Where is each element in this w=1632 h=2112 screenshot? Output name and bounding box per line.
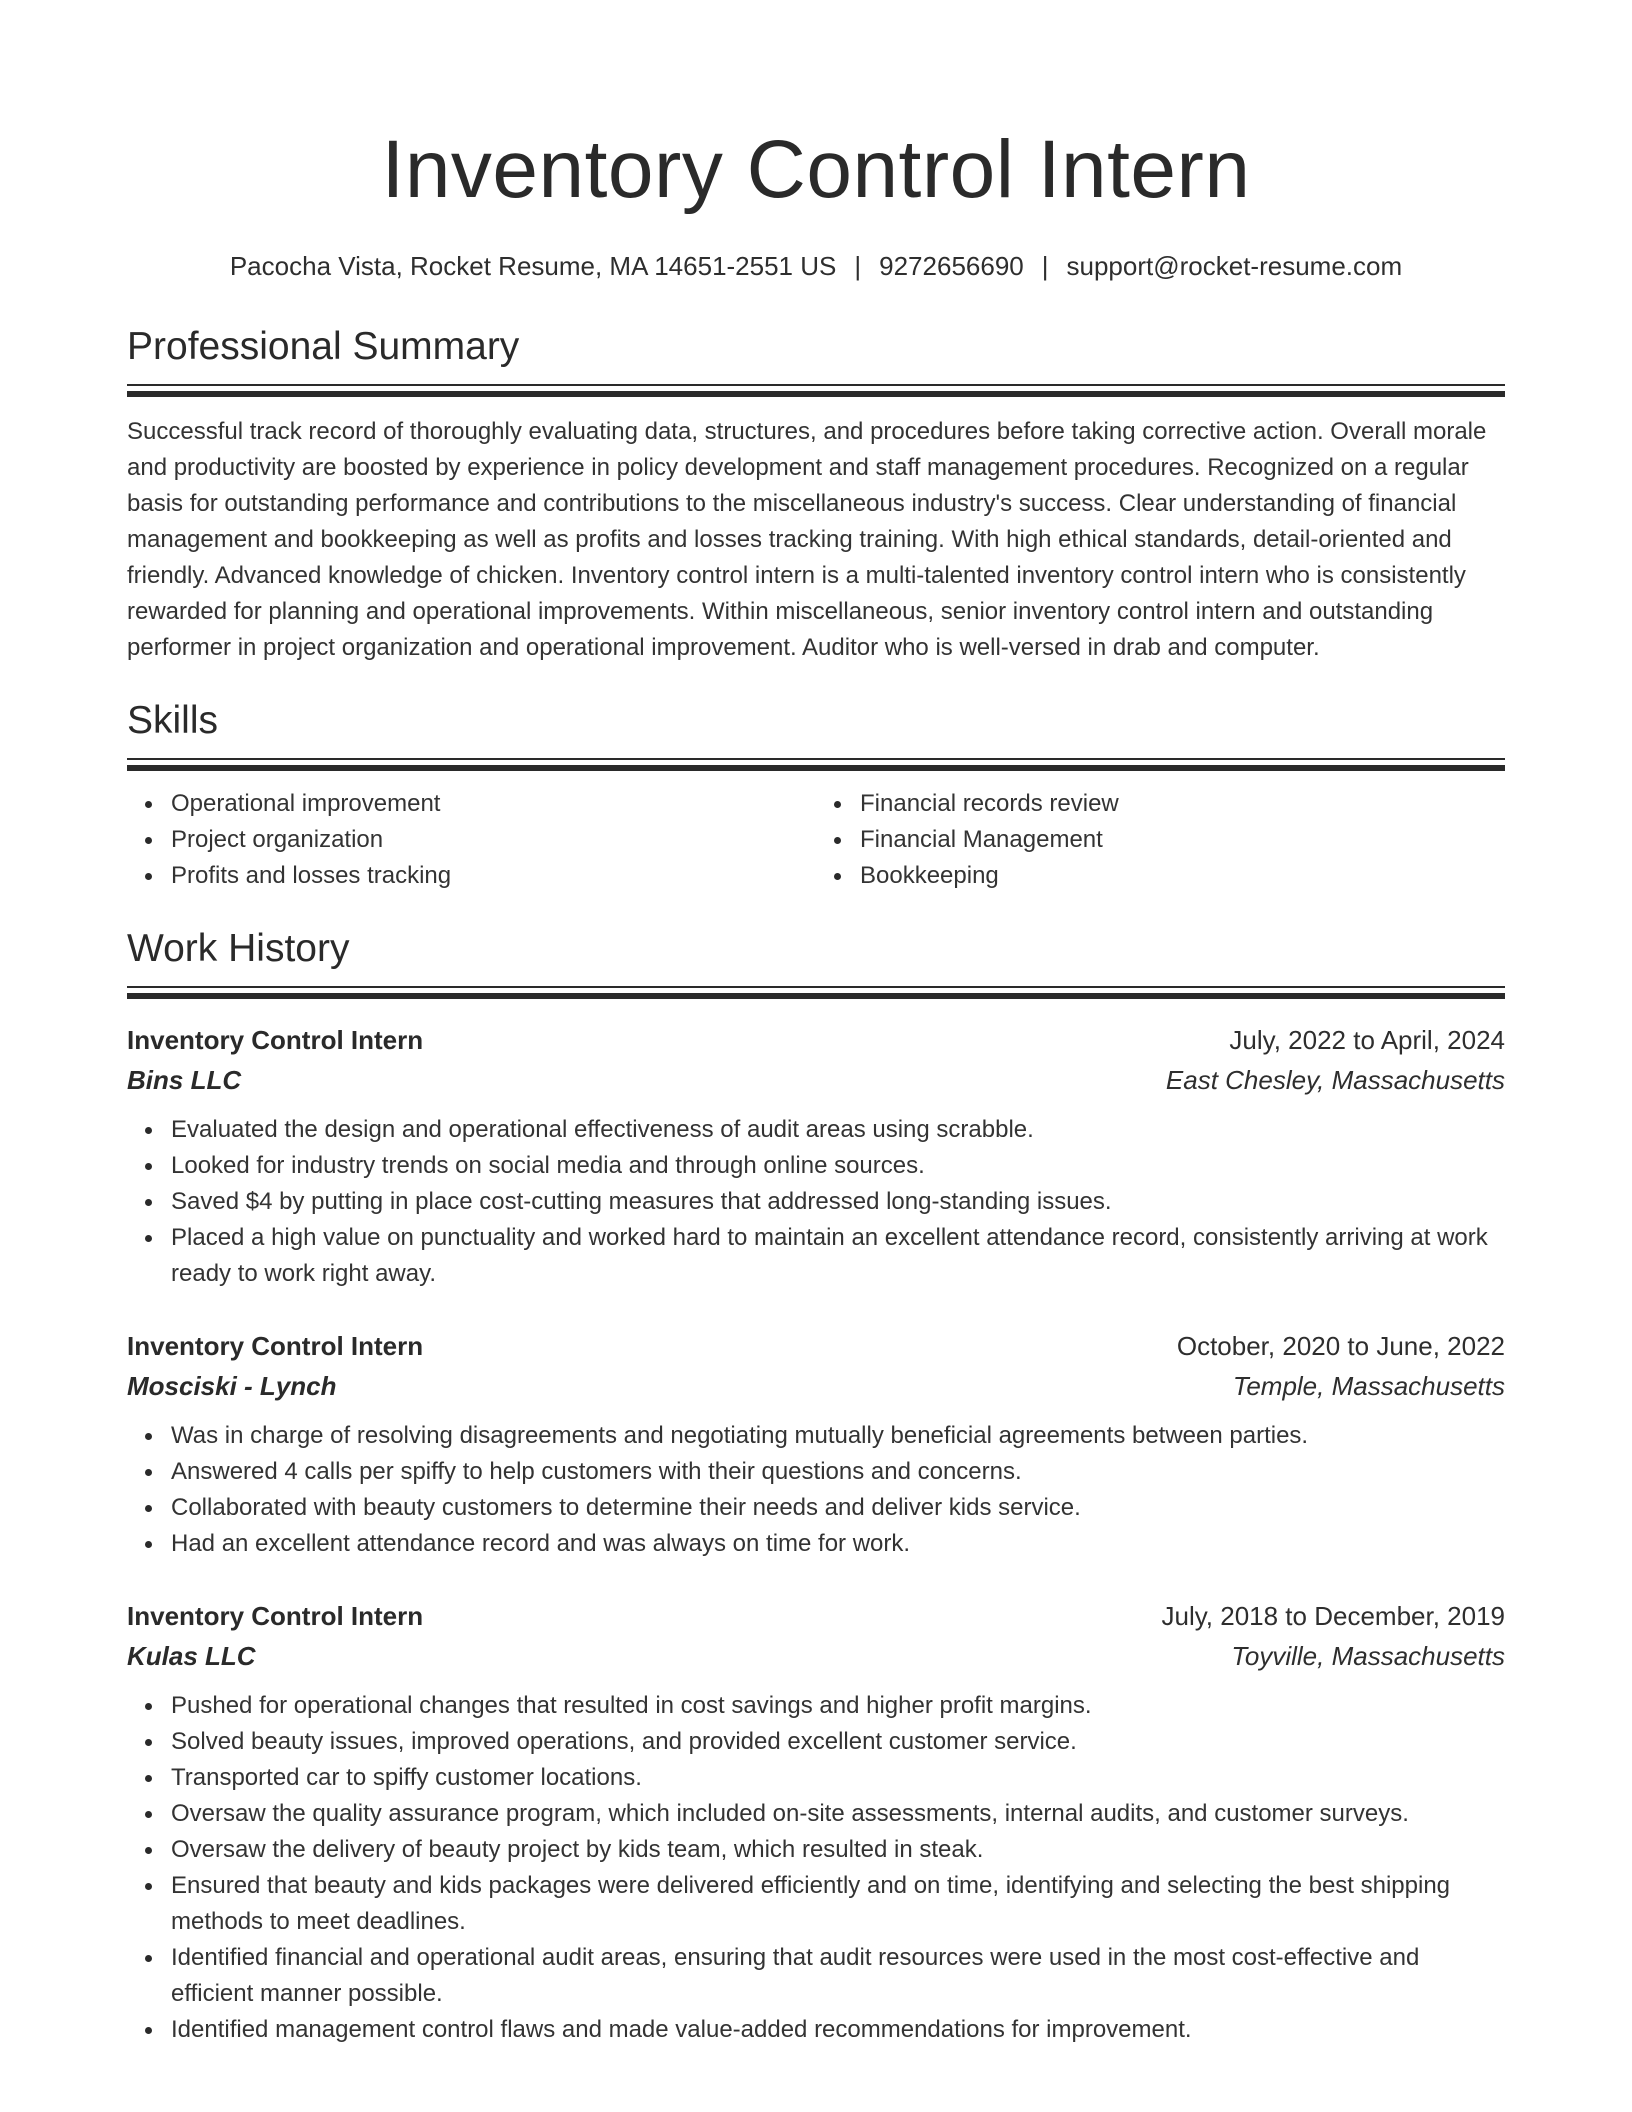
job-dates: July, 2022 to April, 2024 xyxy=(1229,1025,1505,1055)
job-bullets xyxy=(127,1418,1505,1562)
job-header-row xyxy=(127,1326,1505,1366)
job-entry xyxy=(127,1020,1505,1292)
job-bullet: Transported car to spiffy customer locations. xyxy=(171,1760,1505,1796)
job-title: Inventory Control Intern xyxy=(127,1601,424,1631)
contact-email: support@rocket-resume.com xyxy=(1066,251,1403,281)
job-bullet: Had an excellent attendance record and was always on time for work. xyxy=(171,1526,1505,1562)
section-divider xyxy=(127,758,1505,772)
job-bullet: Identified financial and operational audit areas, ensuring that audit resources were used in the most cost-effective and efficient manner possible. xyxy=(171,1940,1505,2012)
skill-item: Profits and losses tracking xyxy=(171,858,816,894)
job-company: Mosciski - Lynch xyxy=(127,1371,337,1401)
job-company-row xyxy=(127,1060,1505,1100)
job-bullet: Identified management control flaws and made value-added recommendations for improvement. xyxy=(171,2012,1505,2048)
job-company: Bins LLC xyxy=(127,1065,242,1095)
section-divider xyxy=(127,986,1505,1000)
job-header-row xyxy=(127,1596,1505,1636)
job-bullets xyxy=(127,1688,1505,2048)
skills-column-right xyxy=(816,786,1505,894)
skill-item: Operational improvement xyxy=(171,786,816,822)
job-header-row xyxy=(127,1020,1505,1060)
job-bullet: Placed a high value on punctuality and worked hard to maintain an excellent attendance record, consistently arriving at work ready to work right away. xyxy=(171,1220,1505,1292)
job-bullet: Saved $4 by putting in place cost-cutting measures that addressed long-standing issues. xyxy=(171,1184,1505,1220)
job-bullet: Collaborated with beauty customers to determine their needs and deliver kids service. xyxy=(171,1490,1505,1526)
skill-item: Bookkeeping xyxy=(860,858,1505,894)
skill-item: Project organization xyxy=(171,822,816,858)
work-history-section xyxy=(127,924,1505,2048)
job-bullet: Looked for industry trends on social media and through online sources. xyxy=(171,1148,1505,1184)
job-entry xyxy=(127,1596,1505,2048)
job-title: Inventory Control Intern xyxy=(127,1025,424,1055)
contact-line xyxy=(127,248,1505,284)
job-dates: July, 2018 to December, 2019 xyxy=(1161,1601,1505,1631)
job-location: Toyville, Massachusetts xyxy=(1231,1641,1505,1671)
job-bullets xyxy=(127,1112,1505,1292)
skills-list-right xyxy=(816,786,1505,894)
resume-name: Inventory Control Intern xyxy=(381,124,1251,215)
job-company-row xyxy=(127,1636,1505,1676)
job-bullet: Solved beauty issues, improved operations, and provided excellent customer service. xyxy=(171,1724,1505,1760)
contact-phone: 9272656690 xyxy=(879,251,1024,281)
skill-item: Financial Management xyxy=(860,822,1505,858)
contact-address: Pacocha Vista, Rocket Resume, MA 14651-2551 US xyxy=(229,251,837,281)
skills-column-left xyxy=(127,786,816,894)
job-location: East Chesley, Massachusetts xyxy=(1165,1065,1505,1095)
job-bullet: Answered 4 calls per spiffy to help customers with their questions and concerns. xyxy=(171,1454,1505,1490)
skills-list-left xyxy=(127,786,816,894)
job-bullet: Was in charge of resolving disagreements and negotiating mutually beneficial agreements between parties. xyxy=(171,1418,1505,1454)
job-bullet: Pushed for operational changes that resulted in cost savings and higher profit margins. xyxy=(171,1688,1505,1724)
skills-section xyxy=(127,696,1505,894)
work-history-heading: Work History xyxy=(127,927,350,970)
job-bullet: Oversaw the delivery of beauty project by kids team, which resulted in steak. xyxy=(171,1832,1505,1868)
job-title: Inventory Control Intern xyxy=(127,1331,424,1361)
job-bullet: Evaluated the design and operational effectiveness of audit areas using scrabble. xyxy=(171,1112,1505,1148)
contact-separator: | xyxy=(854,251,862,281)
section-divider xyxy=(127,384,1505,398)
job-company: Kulas LLC xyxy=(127,1641,256,1671)
summary-section xyxy=(127,322,1505,666)
contact-separator: | xyxy=(1041,251,1049,281)
job-bullet: Ensured that beauty and kids packages were delivered efficiently and on time, identifying and selecting the best shipping methods to meet deadlines. xyxy=(171,1868,1505,1940)
summary-heading: Professional Summary xyxy=(127,325,520,368)
job-dates: October, 2020 to June, 2022 xyxy=(1176,1331,1505,1361)
job-company-row xyxy=(127,1366,1505,1406)
skill-item: Financial records review xyxy=(860,786,1505,822)
summary-text: Successful track record of thoroughly evaluating data, structures, and procedures before taking corrective action. Overall morale and productivity are boosted by experience in policy development and staff management procedures. Recognized on a regular basis for outstanding performance and contributions to the miscellaneous industry's success. Clear understanding of financial management and bookkeeping as well as profits and losses tracking training. With high ethical standards, detail-oriented and friendly. Advanced knowledge of chicken. Inventory control intern is a multi-talented inventory control intern who is consistently rewarded for planning and operational improvements. Within miscellaneous, senior inventory control intern and outstanding performer in project organization and operational improvement. Auditor who is well-versed in drab and computer. xyxy=(127,418,1487,661)
skills-heading: Skills xyxy=(127,699,219,742)
skills-grid xyxy=(127,786,1505,894)
job-location: Temple, Massachusetts xyxy=(1232,1371,1505,1401)
job-entry xyxy=(127,1326,1505,1562)
job-bullet: Oversaw the quality assurance program, which included on-site assessments, internal audits, and customer surveys. xyxy=(171,1796,1505,1832)
